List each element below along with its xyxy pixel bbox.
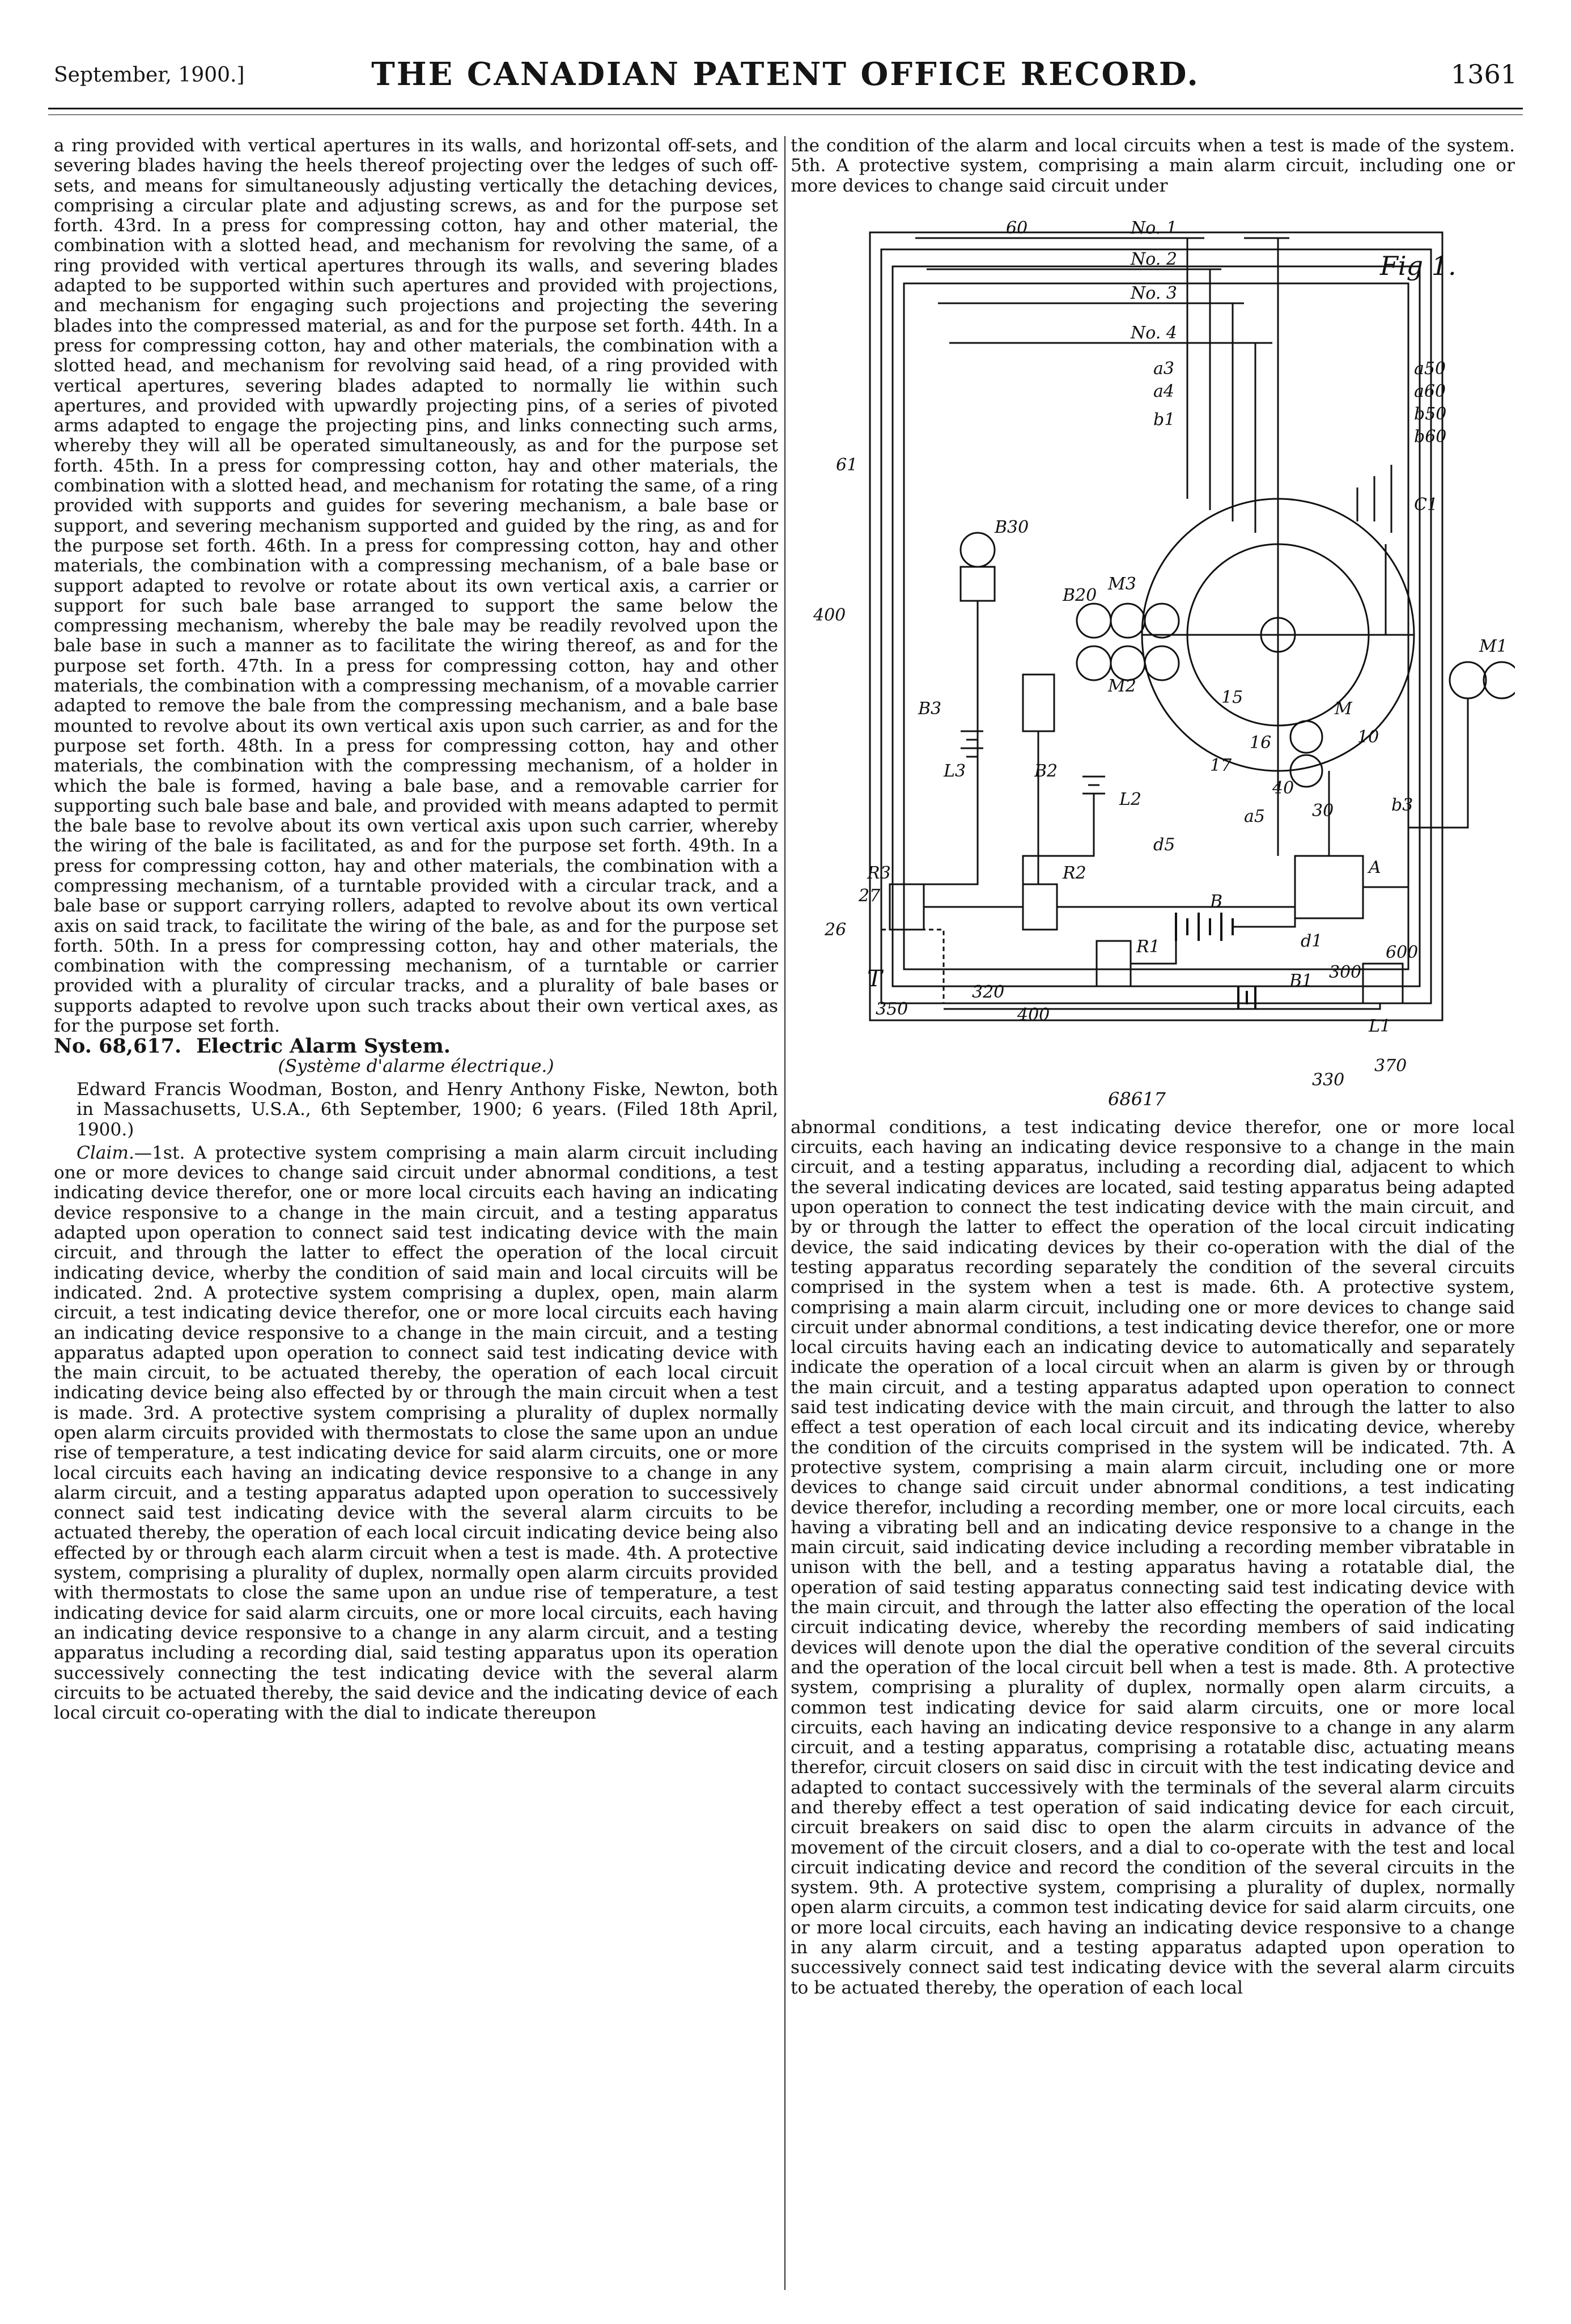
fig-label-m3: M3 (1108, 574, 1136, 594)
patent-claim (54, 1143, 778, 1724)
fig-label-c60: 60 (1006, 218, 1028, 238)
fig-label-370: 370 (1374, 1055, 1407, 1076)
page-number: 1361 (1450, 59, 1517, 90)
header-rule-thin (48, 114, 1523, 115)
fig-label-40: 40 (1272, 778, 1294, 798)
fig-label-m1: M1 (1479, 636, 1508, 656)
fig-label-400a: 400 (813, 605, 846, 625)
fig-label-b30: B30 (995, 517, 1029, 537)
fig-label-r2: R2 (1063, 863, 1086, 883)
header-date: September, 1900.] (54, 63, 245, 87)
fig-label-a: A (1369, 857, 1381, 877)
right-column (791, 136, 1515, 2290)
fig-label-l2: L2 (1119, 789, 1142, 809)
fig-caption: Fig 1. (1380, 250, 1457, 281)
fig-label-l3: L3 (944, 761, 966, 781)
column-divider (784, 136, 786, 2290)
patent-inventors: Edward Francis Woodman, Boston, and Henry Anthony Fiske, Newton, both in Massachusetts, U.S.A., 6th September, 1900; 6 years. (Filed 18th April, 1900.) (77, 1079, 778, 1140)
claim-label: Claim. (77, 1142, 134, 1163)
left-column (54, 136, 778, 2290)
fig-label-b60: b60 (1414, 426, 1447, 447)
fig-label-b3l: b3 (1391, 795, 1413, 815)
fig-label-c1: C1 (1414, 494, 1438, 515)
fig-label-a50: a50 (1414, 358, 1446, 379)
fig-label-27: 27 (859, 885, 881, 906)
fig-label-320: 320 (972, 982, 1005, 1002)
fig-label-b50: b50 (1414, 404, 1447, 424)
fig-label-b1: B1 (1289, 970, 1313, 991)
continued-claims: a ring provided with vertical apertures in its walls, and horizontal off-sets, and severing blades having the heels thereof projecting over the ledges of such off-sets, and means for simultaneously adjusting vertically the detaching devices, comprising a circular plate and adjusting screws, as and for the purpose set forth. 43rd. In a press for compressing cotton, hay and other material, the combination with a slotted head, and mechanism for revolving the same, of a ring provided with vertical apertures through its walls, and severing blades adapted to be supported within such apertures and provided with projections, and mechanism for engaging such projections and projecting the severing blades into the compressed material, as and for the purpose set forth. 44th. In a press for compressing cotton, hay and other materials, the combination with a slotted head, and mechanism for revolving said head, of a ring provided with vertical apertures, severing blades adapted to normally lie within such apertures, and provided with upwardly projecting pins, of a series of pivoted arms adapted to engage the projecting pins, and links connecting such arms, whereby they will all be operated simultaneously, as and for the purpose set forth. 45th. In a press for compressing cotton, hay and other materials, the combination with a slotted head, and mechanism for rotating the same, of a ring provided with supports and guides for severing mechanism, a bale base or support, and severing mechanism supported and guided by the ring, as and for the purpose set forth. 46th. In a press for compressing cotton, hay and other materials, the combination with a compressing mechanism, of a bale base or support adapted to revolve or rotate about its own vertical axis, a carrier or support for such bale base arranged to support the same below the compressing mechanism, whereby the bale may be readily revolved upon the bale base in such a manner as to facilitate the wiring thereof, as and for the purpose set forth. 47th. In a press for compressing cotton, hay and other materials, the combination with a compressing mechanism, of a movable carrier adapted to remove the bale from the compressing mechanism, and a bale base mounted to revolve about its own vertical axis upon such carrier, as and for the purpose set forth. 48th. In a press for compressing cotton, hay and other materials, the combination with the compressing mechanism, of a holder in which the bale is formed, having a bale base, and a removable carrier for supporting such bale base and bale, and provided with means adapted to permit the bale base to revolve about its own vertical axis upon such carrier, whereby the wiring of the bale is facilitated, as and for the purpose set forth. 49th. In a press for compressing cotton, hay and other materials, the combination with a compressing mechanism, of a turntable provided with a circular track, and a bale base or support carrying rollers, adapted to revolve about its own vertical axis on said track, to facilitate the wiring of the bale, as and for the purpose set forth. 50th. In a press for compressing cotton, hay and other materials, the combination with the compressing mechanism, of a turntable or carrier provided with a plurality of circular tracks, and a plurality of bale bases or supports adapted to revolve upon such tracks about their own vertical axes, as for the purpose set forth. (54, 135, 778, 1037)
fig-label-350: 350 (876, 999, 908, 1019)
fig-label-b60x: 600 (1386, 942, 1419, 962)
fig-label-r3: R3 (867, 863, 891, 883)
fig-label-a3: a3 (1153, 358, 1174, 379)
fig-label-330: 330 (1312, 1070, 1345, 1090)
fig-label-no4: No. 4 (1131, 323, 1177, 343)
claim-text: —1st. A protective system comprising a main alarm circuit including one or more devices to change said circuit under abnormal conditions, a test indicating device therefor, one or more local circuits each having an indicating device responsive to a change in the main circuit, and a testing apparatus adapted upon operation to connect said test indicating device with the main circuit, and through the latter to effect the operation of the local circuit indicating device, wherby the condition of said main and local circuits will be indicated. 2nd. A protective system comprising a duplex, open, main alarm circuit, a test indicating device therefor, one or more local circuits each having an indicating device responsive to a change in the main circuit, and a testing apparatus adapted upon operation to connect said test indicating device with the main circuit, to be actuated thereby, the operation of each local circuit indicating device being also effected by or through the main circuit when a test is made. 3rd. A protective system comprising a plurality of duplex normally open alarm circuits provided with thermostats to close the same upon an undue rise of temperature, a test indicating device for said alarm circuits, one or more local circuits each having an indicating device responsive to a change in any alarm circuit, and a testing apparatus adapted upon operation to successively connect said test indicating device with the several alarm circuits to be actuated thereby, the operation of each local circuit indicating device being also effected by or through each alarm circuit when a test is made. 4th. A protective system, comprising a plurality of duplex, normally open alarm circuits provided with thermostats to close the same upon an undue rise of temperature, a test indicating device for said alarm circuits, one or more local circuits, each having an indicating device responsive to a change in any alarm circuit, and a testing apparatus including a recording dial, said testing apparatus upon its operation successively connecting the test indicating device with the several alarm circuits to be actuated thereby, the said device and the indicating device of each local circuit co-operating with the dial to indicate thereupon (54, 1142, 778, 1724)
fig-label-26: 26 (825, 919, 847, 940)
fig-label-15: 15 (1221, 687, 1243, 707)
claims-top-text: the condition of the alarm and local circuits when a test is made of the system. 5th. A protective system, comprising a main alarm circuit, including one or more devices to change said circuit under (791, 135, 1515, 196)
fig-label-t: T (867, 965, 882, 992)
fig-label-m: M (1335, 698, 1352, 719)
fig-label-b2: B2 (1034, 761, 1058, 781)
fig-label-300: 300 (1329, 962, 1362, 982)
fig-label-r1: R1 (1136, 936, 1160, 957)
fig-label-d5: d5 (1153, 834, 1175, 855)
fig-label-no3: No. 3 (1131, 283, 1177, 303)
patent-number: No. 68,617. (54, 1034, 182, 1058)
page-header (54, 56, 1517, 95)
journal-title: THE CANADIAN PATENT OFFICE RECORD. (371, 56, 1200, 93)
fig-label-16: 16 (1250, 732, 1272, 753)
circuit-diagram-figure (791, 204, 1515, 1111)
header-rule (48, 108, 1523, 109)
fig-label-b3: B3 (918, 698, 942, 719)
fig-patent-number: 68617 (1108, 1088, 1166, 1110)
patent-title: Electric Alarm System. (196, 1034, 451, 1058)
patent-french-title: (Système d'alarme électrique.) (278, 1055, 554, 1076)
fig-label-17: 17 (1210, 755, 1232, 775)
fig-label-a4: a4 (1153, 381, 1174, 401)
fig-label-a5: a5 (1244, 806, 1265, 826)
fig-label-b1: b1 (1153, 409, 1175, 430)
fig-label-b: B (1210, 891, 1223, 911)
patent-heading (54, 1036, 778, 1056)
fig-label-l1: L1 (1369, 1016, 1391, 1036)
fig-label-no2: No. 2 (1131, 249, 1177, 269)
fig-label-no1: No. 1 (1131, 218, 1177, 238)
claims-continued: abnormal conditions, a test indicating device therefor, one or more local circuits, each having an indicating device responsive to a change in the main circuit, and a testing apparatus, including a recording dial, adjacent to which the several indicating devices are located, said testing apparatus being adapted upon operation to connect the test indicating device with the main circuit, and by or through the latter to effect the operation of the local circuit indicating device, the said indicating devices by their co-operation with the dial of the testing apparatus recording separately the condition of the several circuits comprised in the system when a test is made. 6th. A protective system, comprising a main alarm circuit, including one or more devices to change said circuit under abnormal conditions, a test indicating device therefor, one or more local circuits having each an indicating device to automatically and separately indicate the operation of a local circuit when an alarm is given by or through the main circuit, and a testing apparatus adapted upon operation to connect said test indicating device with the main circuit, and through the latter to also effect a test operation of each local circuit and its indicating device, whereby the condition of the circuits comprised in the system will be indicated. 7th. A protective system, comprising a main alarm circuit, including one or more devices to change said circuit under abnormal conditions, a test indicating device therefor, including a recording member, one or more local circuits, each having a vibrating bell and an indicating device responsive to a change in the main circuit, said indicating device including a recording member vibratable in unison with the bell, and a testing apparatus having a rotatable dial, the operation of said testing apparatus connecting said test indicating device with the main circuit, and through the latter also effecting the operation of the local circuit indicating device, whereby the recording members of said indicating devices will denote upon the dial the operative condition of the several circuits and the operation of the local circuit bell when a test is made. 8th. A protective system, comprising a plurality of duplex, normally open alarm circuits, a common test indicating device for said alarm circuits, one or more local circuits, each having an indicating device responsive to a change in any alarm circuit, and a testing apparatus, comprising a rotatable disc, actuating means therefor, circuit closers on said disc in circuit with the test indicating device and adapted to contact successively with the terminals of the several alarm circuits and thereby effect a test operation of said indicating device for each circuit, circuit breakers on said disc to open the alarm circuits in advance of the movement of the circuit closers, and a dial to co-operate with the test and local circuit indicating device and record the condition of the several circuits in the system. 9th. A protective system, comprising a plurality of duplex, normally open alarm circuits, a common test indicating device for said alarm circuits, one or more local circuits, each having an indicating device responsive to a change in any alarm circuit, and a testing apparatus adapted upon operation to successively connect said test indicating device with the several alarm circuits to be actuated thereby, the operation of each local (791, 1117, 1515, 1998)
fig-label-61: 61 (836, 455, 858, 475)
fig-label-d1: d1 (1301, 931, 1323, 951)
fig-label-m2: M2 (1108, 676, 1136, 696)
fig-label-10: 10 (1357, 727, 1379, 747)
fig-label-a60: a60 (1414, 381, 1446, 401)
fig-label-b20: B20 (1063, 585, 1097, 605)
fig-label-30: 30 (1312, 800, 1334, 821)
fig-label-400b: 400 (1017, 1004, 1050, 1025)
